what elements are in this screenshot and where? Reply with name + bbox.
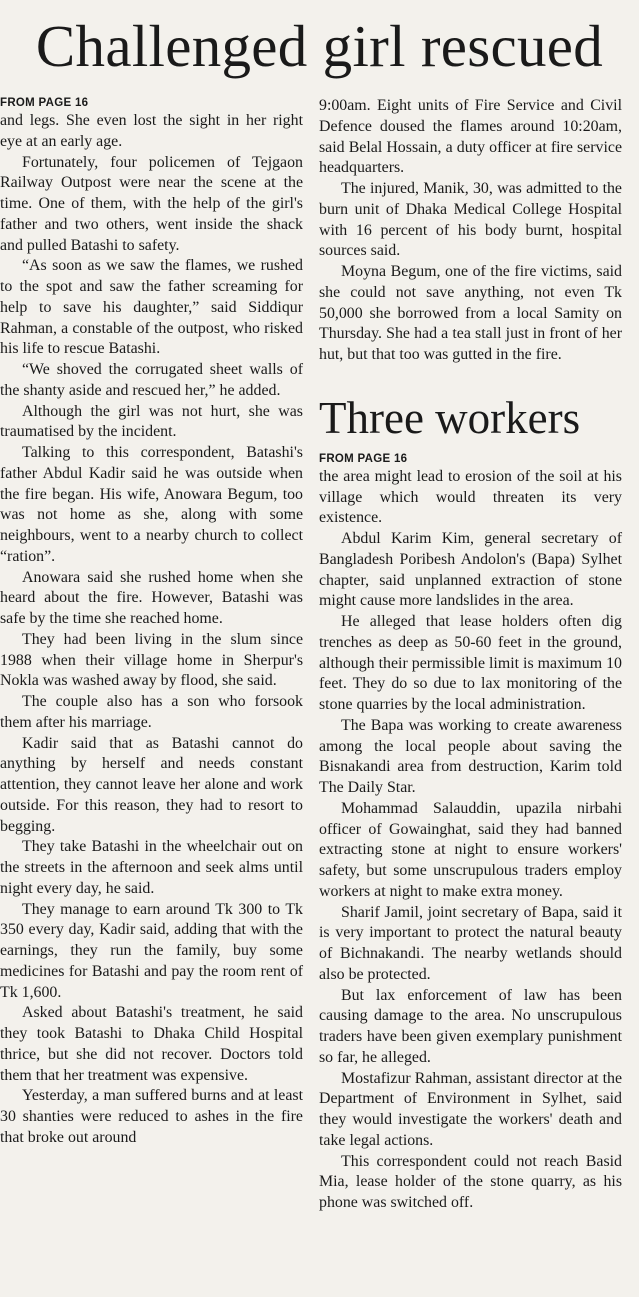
headline-challenged-girl-rescued: Challenged girl rescued xyxy=(35,13,604,79)
paragraph: Mostafizur Rahman, assistant director at the Department of Environment in Sylhet, said they would investigate the workers' death and take legal actions. xyxy=(319,1069,622,1149)
paragraph: 9:00am. Eight units of Fire Service and Civil Defence doused the flames around 10:20am, said Belal Hossain, a duty officer at fire service headquarters. xyxy=(319,97,622,177)
paragraph: The injured, Manik, 30, was admitted to the burn unit of Dhaka Medical College Hospital with 16 percent of his body burnt, hospital sources said. xyxy=(319,180,622,260)
headline-three-workers: Three workers xyxy=(319,392,581,443)
paragraph: Yesterday, a man suffered burns and at least 30 shanties were reduced to ashes in the fire that broke out around xyxy=(0,1087,303,1146)
story1-body-right xyxy=(319,96,622,366)
paragraph: Asked about Batashi's treatment, he said they took Batashi to Dhaka Child Hospital thrice, but she did not recover. Doctors told them that her treatment was expensive. xyxy=(0,1004,303,1084)
jump-line-story2: FROM PAGE 16 xyxy=(319,452,408,465)
story1-body-left xyxy=(0,111,303,1149)
paragraph: But lax enforcement of law has been causing damage to the area. No unscrupulous traders have been given exemplary punishment so far, he alleged. xyxy=(319,986,622,1066)
paragraph: Abdul Karim Kim, general secretary of Bangladesh Poribesh Andolon's (Bapa) Sylhet chapter, said unplanned extraction of stone might cause more landslides in the area. xyxy=(319,530,622,610)
right-column xyxy=(319,96,622,1214)
paragraph: The Bapa was working to create awareness among the local people about saving the Bisnakandi area from destruction, Karim told The Daily Star. xyxy=(319,716,622,796)
paragraph: and legs. She even lost the sight in her right eye at an early age. xyxy=(0,112,303,150)
paragraph: Mohammad Salauddin, upazila nirbahi officer of Gowainghat, said they had banned extracting stone at night to ensure workers' safety, but some unscrupulous traders employ workers at night to make extra money. xyxy=(319,799,622,900)
paragraph: Moyna Begum, one of the fire victims, said she could not save anything, not even Tk 50,000 she borrowed from a local Samity on Thursday. She had a tea stall just in front of her hut, but that too was gutted in the fire. xyxy=(319,263,622,363)
paragraph: the area might lead to erosion of the soil at his village which would threaten its very existence. xyxy=(319,467,622,527)
paragraph: They manage to earn around Tk 300 to Tk 350 every day, Kadir said, adding that with the earnings, they run the family, buy some medicines for Batashi and pay the room rent of Tk 1,600. xyxy=(0,900,303,1001)
paragraph: They had been living in the slum since 1988 when their village home in Sherpur's Nokla was washed away by flood, she said. xyxy=(0,630,303,690)
paragraph: “We shoved the corrugated sheet walls of the shanty aside and rescued her,” he added. xyxy=(0,361,303,399)
story1-left-column xyxy=(0,96,303,1149)
paragraph: They take Batashi in the wheelchair out on the streets in the afternoon and seek alms until night every day, he said. xyxy=(0,838,303,897)
paragraph: Sharif Jamil, joint secretary of Bapa, said it is very important to protect the natural beauty of Bichnakandi. The nearby wetlands should also be protected. xyxy=(319,903,622,983)
paragraph: He alleged that lease holders often dig trenches as deep as 50-60 feet in the ground, although their permissible limit is maximum 10 feet. They do so due to lax monitoring of the stone quarries by the local administration. xyxy=(319,613,622,713)
paragraph: Talking to this correspondent, Batashi's father Abdul Kadir said he was outside when the fire began. His wife, Anowara Begum, too was not home as she, along with some neighbours, went to a nearby church to collect “ration”. xyxy=(0,444,303,565)
paragraph: Anowara said she rushed home when she heard about the fire. However, Batashi was safe by the time she reached home. xyxy=(0,568,303,627)
paragraph: Kadir said that as Batashi cannot do anything by herself and needs constant attention, they cannot leave her alone and work outside. For this reason, they had to resort to begging. xyxy=(0,734,303,835)
paragraph: Although the girl was not hurt, she was traumatised by the incident. xyxy=(0,402,303,441)
paragraph: This correspondent could not reach Basid Mia, lease holder of the stone quarry, as his phone was switched off. xyxy=(319,1152,622,1211)
paragraph: “As soon as we saw the flames, we rushed to the spot and saw the father screaming for help to save his daughter,” said Siddiqur Rahman, a constable of the outpost, who risked his life to rescue Batashi. xyxy=(0,257,303,358)
story2-body xyxy=(319,467,622,1214)
paragraph: Fortunately, four policemen of Tejgaon Railway Outpost were near the scene at the time. One of them, with the help of the girl's father and two others, went inside the shack and pulled Batashi to safety. xyxy=(0,153,303,254)
paragraph: The couple also has a son who forsook them after his marriage. xyxy=(0,693,303,731)
jump-line-story1: FROM PAGE 16 xyxy=(0,97,89,109)
